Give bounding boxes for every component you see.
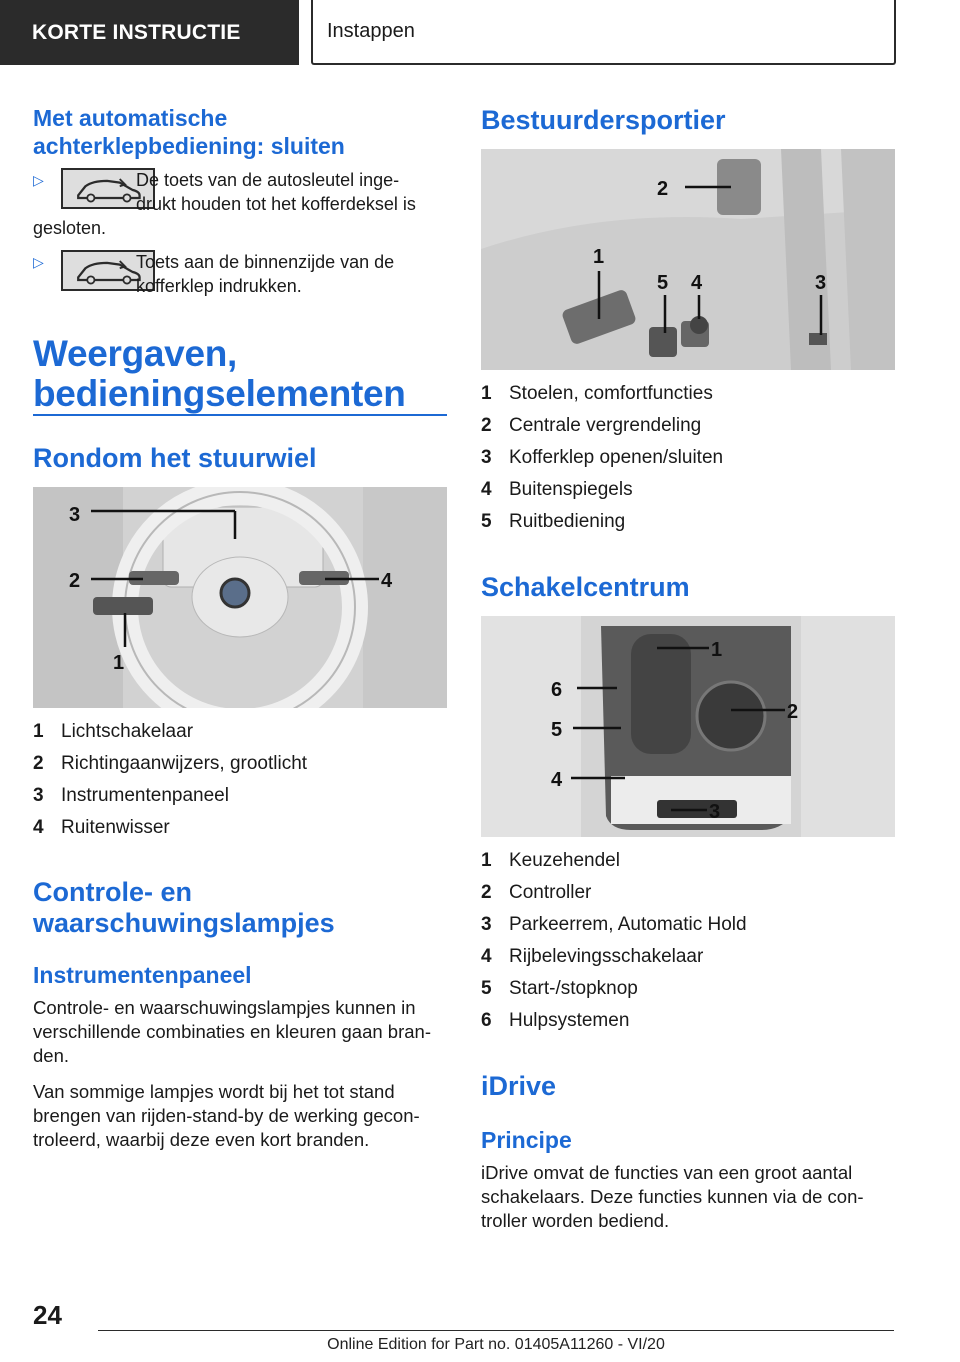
legend-item: 3 Parkeerrem, Automatic Hold (481, 914, 747, 935)
bullet-key-fob: ▷ De toets van de autosleutel inge- drukt houden tot het kofferdeksel is gesloten. (33, 170, 416, 238)
legend-item: 2 Controller (481, 882, 592, 903)
svg-text:2: 2 (69, 570, 81, 592)
legend-item: 4 Buitenspiegels (481, 479, 633, 500)
svg-text:1: 1 (113, 652, 125, 674)
console-heading: Schakelcentrum (481, 572, 690, 602)
legend-item: 1 Lichtschakelaar (33, 721, 194, 742)
legend-item: 5 Ruitbediening (481, 511, 626, 532)
bullet-inner-button: ▷ Toets aan de binnenzijde van de kofferklep indrukken. (33, 252, 395, 296)
bullet-triangle-icon: ▷ (33, 254, 44, 270)
footer-edition: Online Edition for Part no. 01405A11260 - VI/20 (327, 1336, 665, 1353)
svg-text:3: 3 (815, 272, 827, 294)
legend-item: 5 Start-/stopknop (481, 978, 638, 999)
chapter-tab: Instappen (311, 0, 896, 65)
driver-door-photo (481, 149, 895, 370)
legend-item: 1 Keuzehendel (481, 850, 620, 871)
idrive-paragraph: iDrive omvat de functies van een groot aantal schakelaars. Deze functies kunnen via de con- troller worden bediend. (481, 1162, 864, 1231)
idrive-heading: iDrive (481, 1071, 557, 1101)
svg-text:1: 1 (711, 639, 723, 661)
displays-heading: Weergaven, bedieningselementen (33, 333, 406, 414)
door-heading: Bestuurdersportier (481, 105, 726, 135)
steering-wheel-photo (33, 487, 447, 708)
principle-heading: Principe (481, 1127, 572, 1153)
page-number: 24 (33, 1300, 62, 1330)
bullet-triangle-icon: ▷ (33, 172, 44, 188)
svg-text:1: 1 (593, 246, 605, 268)
lamps-paragraph-2: Van sommige lampjes wordt bij het tot stand brengen van rijden-stand-by de werking gecon- troleerd, waarbij deze even kort branden. (33, 1081, 420, 1150)
footer-rule (98, 1330, 894, 1331)
svg-text:3: 3 (69, 504, 81, 526)
legend-item: 2 Richtingaanwijzers, grootlicht (33, 753, 308, 774)
section-tab: KORTE INSTRUCTIE (0, 0, 299, 65)
legend-item: 3 Kofferklep openen/sluiten (481, 447, 724, 468)
center-console-photo (481, 616, 895, 837)
legend-item: 4 Rijbelevingsschakelaar (481, 946, 704, 967)
console-legend (481, 845, 895, 1037)
svg-text:4: 4 (551, 769, 563, 791)
svg-text:3: 3 (709, 801, 721, 823)
svg-text:5: 5 (657, 272, 669, 294)
legend-item: 1 Stoelen, comfortfuncties (481, 383, 713, 404)
lamps-heading: Controle- en waarschuwingslampjes (33, 877, 335, 938)
legend-item: 4 Ruitenwisser (33, 817, 170, 838)
legend-item: 3 Instrumentenpaneel (33, 785, 229, 806)
tailgate-heading: Met automatische achterklepbediening: sluiten (33, 105, 345, 159)
legend-item: 2 Centrale vergrendeling (481, 415, 702, 436)
steering-legend (33, 716, 447, 844)
lamps-paragraph-1: Controle- en waarschuwingslampjes kunnen in verschillende combinaties en kleuren gaan bran- den. (33, 997, 431, 1066)
svg-text:4: 4 (691, 272, 703, 294)
svg-text:2: 2 (787, 701, 799, 723)
heading-rule (33, 414, 447, 416)
door-legend (481, 378, 895, 538)
svg-text:5: 5 (551, 719, 563, 741)
steering-heading: Rondom het stuurwiel (33, 443, 317, 473)
cluster-heading: Instrumentenpaneel (33, 962, 252, 988)
svg-text:4: 4 (381, 570, 393, 592)
legend-item: 6 Hulpsystemen (481, 1010, 630, 1031)
svg-text:6: 6 (551, 679, 563, 701)
svg-text:2: 2 (657, 178, 669, 200)
